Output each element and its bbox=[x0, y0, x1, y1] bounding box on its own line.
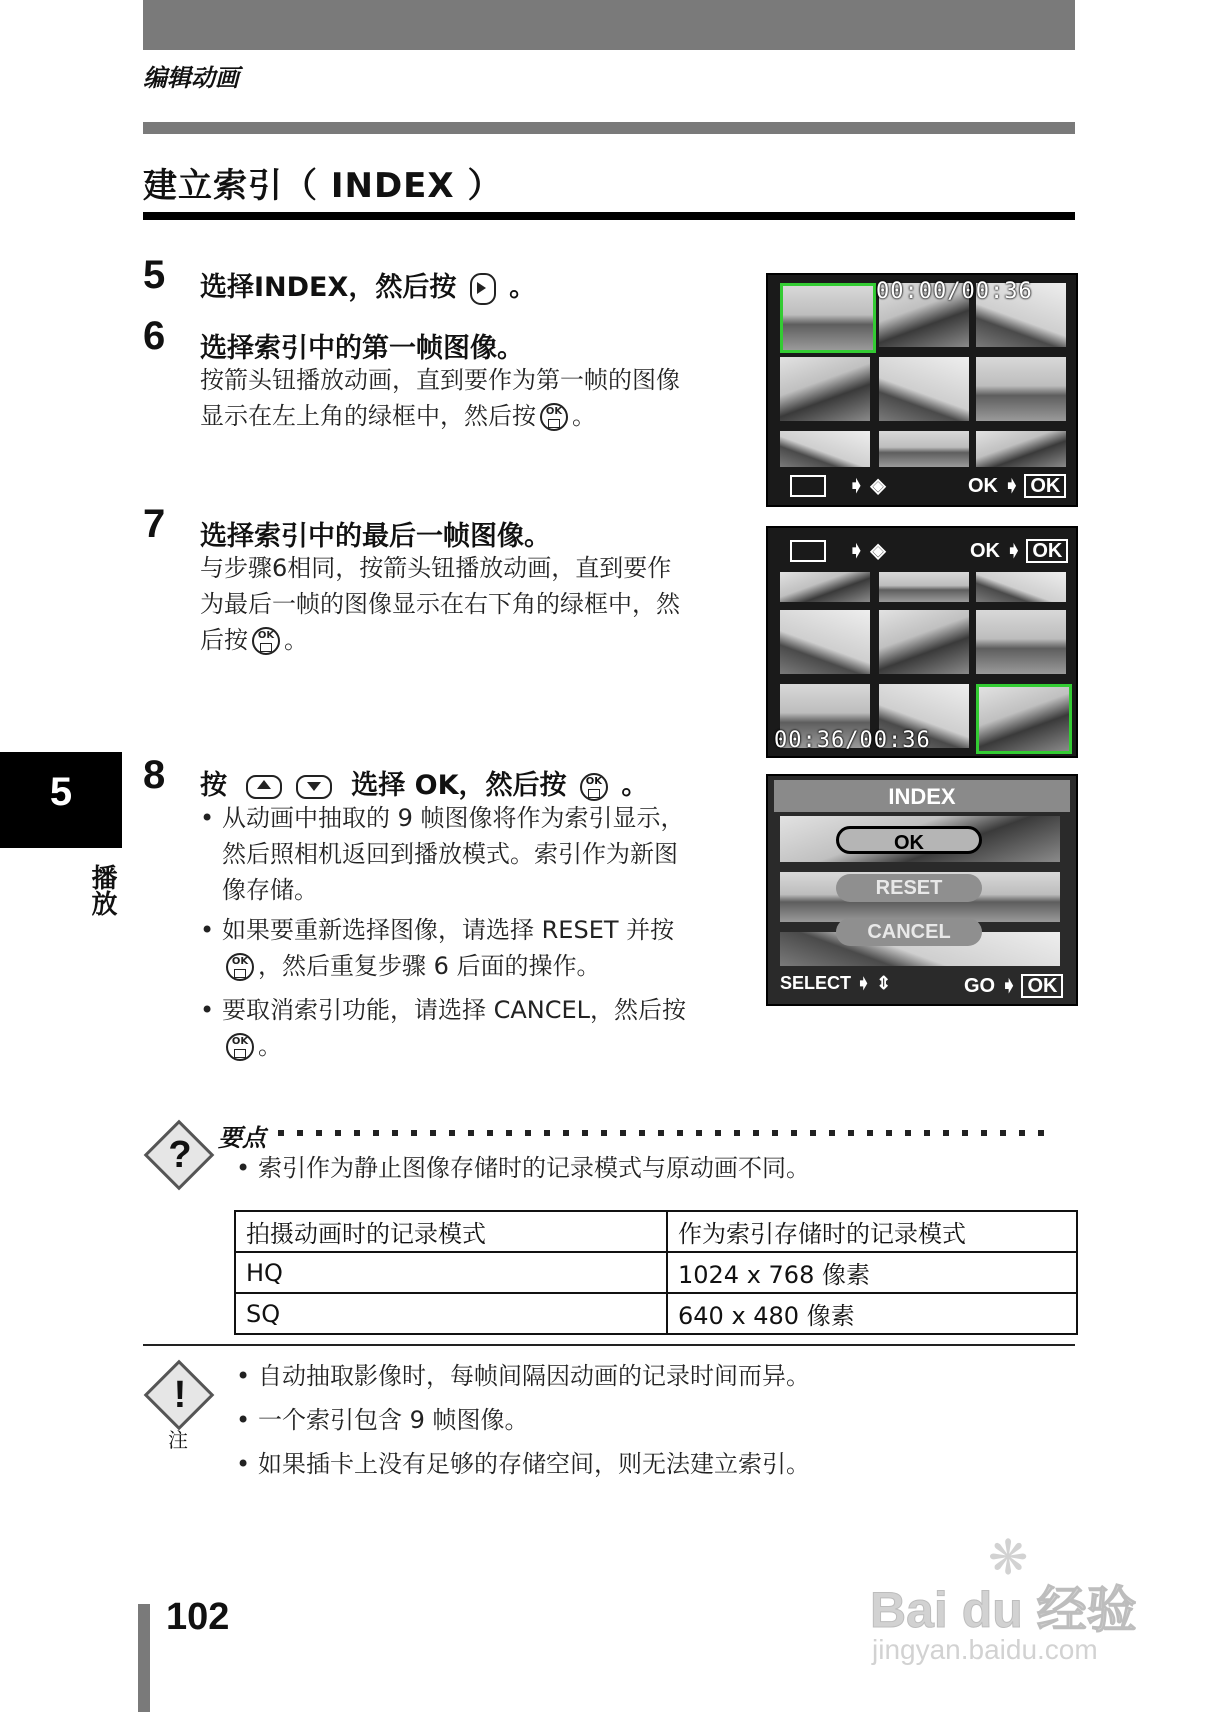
step-6-line-2: 显示在左上角的绿框中，然后按 OK 。 bbox=[200, 402, 596, 430]
index-grid-icon bbox=[790, 540, 826, 562]
index-grid-icon bbox=[790, 475, 826, 497]
note-label: 注 bbox=[168, 1428, 188, 1452]
baidu-watermark bbox=[870, 1530, 1170, 1670]
table-row bbox=[235, 1252, 1077, 1293]
thumb-5 bbox=[879, 610, 969, 674]
note-item-1: • 自动抽取影像时，每帧间隔因动画的记录时间而异。 bbox=[236, 1362, 810, 1390]
camera-screen-first-frame bbox=[766, 273, 1078, 507]
ok-button-icon: OK bbox=[540, 403, 568, 431]
step-7-line-1: 与步骤6相同，按箭头钮播放动画，直到要作 bbox=[200, 554, 672, 582]
watermark-url: jingyan.baidu.com bbox=[872, 1634, 1098, 1665]
page-title: 建立索引（ INDEX ） bbox=[143, 166, 503, 206]
menu-option-ok[interactable]: OK bbox=[836, 826, 982, 854]
thumb-9 bbox=[976, 684, 1072, 754]
thumb-1 bbox=[780, 283, 876, 353]
timecode: 00:00/00:36 bbox=[876, 279, 1033, 304]
step-5-number: 5 bbox=[143, 253, 166, 297]
table-cell: SQ bbox=[235, 1293, 667, 1334]
tip-text: • 索引作为静止图像存储时的记录模式与原动画不同。 bbox=[236, 1154, 810, 1182]
right-arrow-button-icon bbox=[470, 273, 496, 305]
chapter-label: 播放 bbox=[87, 864, 117, 916]
menu-option-cancel[interactable]: CANCEL bbox=[836, 918, 982, 946]
step-5-suffix: 。 bbox=[509, 272, 537, 303]
menu-title: INDEX bbox=[888, 784, 956, 809]
section-label: 编辑动画 bbox=[143, 64, 239, 92]
arrow-pad-icon: ➧ ◈ bbox=[848, 475, 886, 497]
thumb-4 bbox=[780, 357, 870, 421]
table-cell: 1024 x 768 像素 bbox=[667, 1252, 1077, 1293]
page-number: 102 bbox=[166, 1596, 230, 1638]
watermark-brand: Bai du 经验 bbox=[870, 1582, 1137, 1638]
step-7-number: 7 bbox=[143, 502, 166, 546]
chapter-number: 5 bbox=[49, 770, 73, 814]
thumb-7 bbox=[780, 431, 870, 467]
exclamation-mark: ! bbox=[173, 1374, 187, 1416]
title-top-bar bbox=[143, 122, 1075, 134]
down-arrow-button-icon bbox=[296, 775, 332, 799]
ok-button-icon: OK bbox=[226, 1033, 254, 1061]
menu-option-reset[interactable]: RESET bbox=[836, 874, 982, 902]
step-7-line-3: 后按 OK 。 bbox=[200, 626, 308, 654]
thumb-2 bbox=[879, 572, 969, 602]
header-bar bbox=[143, 0, 1075, 50]
arrow-pad-icon: ➧ ◈ bbox=[848, 540, 886, 562]
step-7-body bbox=[200, 550, 730, 658]
thumb-9 bbox=[976, 431, 1066, 467]
table-header-cell: 拍摄动画时的记录模式 bbox=[235, 1211, 667, 1252]
title-underline bbox=[143, 212, 1075, 220]
step-6-body bbox=[200, 362, 730, 434]
step-7-heading: 选择索引中的最后一帧图像。 bbox=[200, 521, 551, 552]
step-6-line-1: 按箭头钮播放动画，直到要作为第一帧的图像 bbox=[200, 366, 680, 394]
ok-hint: OK ➧ OK bbox=[968, 473, 1066, 498]
table-header-cell: 作为索引存储时的记录模式 bbox=[667, 1211, 1077, 1252]
step-5-text: 选择INDEX，然后按 bbox=[200, 272, 457, 303]
table-row bbox=[235, 1293, 1077, 1334]
question-mark: ? bbox=[168, 1134, 192, 1176]
timecode: 00:36/00:36 bbox=[774, 728, 931, 753]
note-item-2: • 一个索引包含 9 帧图像。 bbox=[236, 1406, 529, 1434]
thumb-5 bbox=[879, 357, 969, 421]
step-8-bullet-1: • 从动画中抽取的 9 帧图像将作为索引显示， 然后照相机返回到播放模式。索引作为新图 像存储。 bbox=[200, 804, 685, 904]
step-8-number: 8 bbox=[143, 753, 166, 797]
select-hint: SELECT ➧ ⇕ bbox=[780, 973, 892, 993]
thumb-6 bbox=[976, 610, 1066, 674]
table-header-row bbox=[235, 1211, 1077, 1252]
ok-button-icon: OK bbox=[252, 627, 280, 655]
table-cell: 640 x 480 像素 bbox=[667, 1293, 1077, 1334]
thumb-8 bbox=[879, 431, 969, 467]
ok-button-icon: OK bbox=[226, 953, 254, 981]
recording-mode-table bbox=[234, 1210, 1078, 1335]
tip-label: 要点 bbox=[218, 1124, 266, 1152]
camera-screen-last-frame bbox=[766, 526, 1078, 758]
tip-dotted-rule bbox=[278, 1130, 1048, 1136]
step-7-line-2: 为最后一帧的图像显示在右下角的绿框中，然 bbox=[200, 590, 680, 618]
step-8-bullet-2: • 如果要重新选择图像，请选择 RESET 并按 OK ，然后重复步骤 6 后面的操作。 bbox=[200, 916, 675, 980]
step-6-number: 6 bbox=[143, 314, 166, 358]
ok-hint: OK ➧ OK bbox=[970, 538, 1068, 563]
page-side-bar bbox=[138, 1604, 150, 1712]
thumb-3 bbox=[976, 572, 1066, 602]
step-8-heading: 按 选择 OK，然后按 OK 。 bbox=[200, 770, 649, 801]
step-5-heading bbox=[200, 265, 536, 305]
thumb-4 bbox=[780, 610, 870, 674]
camera-screen-index-menu bbox=[766, 774, 1078, 1006]
note-divider bbox=[143, 1344, 1075, 1346]
thumb-1 bbox=[780, 572, 870, 602]
step-8-bullet-3: • 要取消索引功能，请选择 CANCEL，然后按 OK 。 bbox=[200, 996, 687, 1060]
ok-button-icon: OK bbox=[580, 773, 608, 801]
note-item-3: • 如果插卡上没有足够的存储空间，则无法建立索引。 bbox=[236, 1450, 810, 1478]
paw-icon: ❋ bbox=[988, 1530, 1029, 1586]
up-arrow-button-icon bbox=[246, 775, 282, 799]
go-hint: GO ➧ OK bbox=[964, 973, 1063, 998]
step-6-heading: 选择索引中的第一帧图像。 bbox=[200, 333, 524, 364]
table-cell: HQ bbox=[235, 1252, 667, 1293]
thumb-6 bbox=[976, 357, 1066, 421]
